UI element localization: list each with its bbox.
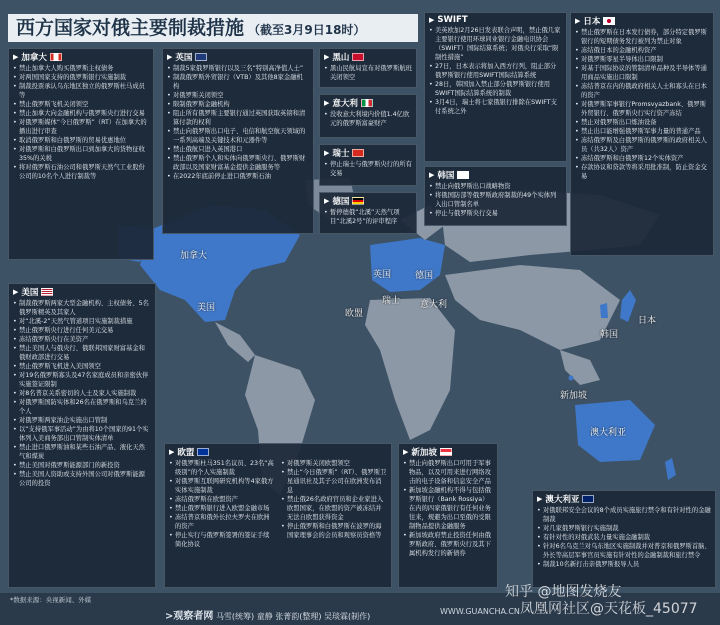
list-item: • 对俄罗斯零星半导体出口限制 xyxy=(575,55,709,64)
label-eu: 欧盟 xyxy=(345,309,364,319)
list-item: • 限制俄罗斯金融机构 xyxy=(167,100,309,109)
list-item: • 针对6名乌克兰对乌东地区实施制裁并对普京和俄罗斯首脑、外长等高层军事官员实施有针对性的金融制裁和旅行禁令 xyxy=(537,542,711,560)
list-item: • 黑山民航局宣布对俄罗斯航班关闭领空 xyxy=(324,64,412,82)
credits xyxy=(165,607,370,622)
heading-swift: SWIFT xyxy=(437,15,468,25)
page-title xyxy=(8,14,418,42)
list-item: • 对基于国际协议的管制清单品种及半导体等通用商品实施出口限制 xyxy=(575,64,709,82)
label-uk: 英国 xyxy=(373,270,392,280)
watermark: 知乎 @地图发烧友 xyxy=(505,584,622,600)
list-item: • 禁止向俄罗斯出口可用于军事物品，以及可用来进行网络攻击的电子设备和信息安全产品 xyxy=(403,459,493,486)
list-item: • 停止俄罗斯和白俄罗斯在波罗的海国家理事会的会员和观察员资格等 xyxy=(281,522,387,540)
list-item: • 以“支持俄军事活动”为由将10个国家的91个实体列入美商务部出口管制实体清单 xyxy=(13,425,151,443)
list-item: • 制裁5家俄罗斯银行以及三名“特别高净值人士” xyxy=(167,64,309,73)
heading-canada: 加拿大 xyxy=(21,53,47,63)
label-swiss: 瑞士 xyxy=(382,296,401,306)
panel-eu: ▶ 欧盟 • 对俄罗斯杜马351名议员、23名“高级别”的个人实施制裁 • 对俄罗斯互联网研究机构等4家俄方实体实施制裁 • 冻结俄罗斯在欧盟资产 • 禁止俄罗斯银行进入欧盟金融市场 • 冻结普京和俄外长拉夫罗夫在欧洲的资产 • 停止实行与俄罗斯签署的签证手续简化协议 • 对俄罗斯关闭欧盟领空 • 禁止“今日俄罗斯”（RT）、俄罗斯卫星通讯社及其子公司在欧洲发布消息 • 禁止俄26名政府官员和企业家进入欧盟国家，在欧盟的资产被冻结并无法自欧盟获得资金 • 停止俄罗斯和白俄罗斯在波罗的海国家理事会的会员和观察员资格等 xyxy=(164,443,392,588)
list-item: • 将对俄罗斯石油公司和俄罗斯天然气工业股份公司的10名个人进行制裁等 xyxy=(13,163,149,181)
list-item: • 禁止俄罗斯银行进入欧盟金融市场 xyxy=(169,504,275,513)
canada-flag-icon xyxy=(50,53,62,61)
credits-prefix: >观察者网 xyxy=(165,611,214,622)
heading-uk: 英国 xyxy=(175,53,193,63)
panel-australia: ▶ 澳大利亚 • 对俄联邦安全会议的8个成员实施旅行禁令和有针对性的金融制裁 • 对几家俄罗斯银行实施制裁 • 有针对性的对俄武装力量实施金融制裁 • 针对6名乌克兰对乌东地区实施制裁并对普京和俄罗斯首脑、外长等高层军事官员实施有针对性的金融制裁和旅行禁令 • 制裁10名新打击亲俄罗斯报导人员 xyxy=(532,490,716,588)
singapore-dot xyxy=(569,376,574,381)
list-item: • 对“北溪-2”天然气管道项目实施制裁措施 xyxy=(13,317,151,326)
panel-italy: ▶ 意大利 • 没收意大利境内价值1.4亿欧元的俄罗斯富豪财产 xyxy=(319,94,417,138)
list-item: • 制裁俄罗斯两家大型金融机构、主权债务、5名俄罗斯精英及其家人 xyxy=(13,299,151,317)
list-item: • 禁止向俄罗斯出口战略物资 xyxy=(429,182,562,191)
heading-swiss: 瑞士 xyxy=(332,149,350,159)
list-item: • 3月4日，瑞士将七家俄银行排除在SWIFT支付系统之外 xyxy=(429,98,562,116)
heading-singapore: 新加坡 xyxy=(411,448,437,458)
label-australia: 澳大利亚 xyxy=(590,428,627,438)
list-item: • 对几家俄罗斯银行实施制裁 xyxy=(537,524,711,533)
list-item: • 制裁俄罗斯外贸银行（VTB）及其他8家金融机构 xyxy=(167,73,309,91)
list-item: • 28日，韩国加入禁止部分俄罗斯银行使用SWIFT国际结算系统的制裁 xyxy=(429,80,562,98)
list-item: • 制裁10名新打击亲俄罗斯报导人员 xyxy=(537,560,711,569)
panel-germany: ▶ 德国 • 暂停德俄“北溪”天然气项目“北溪2号”的评审程序 xyxy=(319,192,417,234)
list-item: • 禁止出口能增强俄罗斯军事力量的普通产品 xyxy=(575,127,709,136)
label-canada: 加拿大 xyxy=(180,251,208,261)
germany-flag-icon xyxy=(352,197,364,205)
list-item: • 对19名俄罗斯寡头及47名家庭成员和亲密伙伴实施签证限制 xyxy=(13,371,151,389)
list-item: • 禁止俄罗斯央行进行任何美元交易 xyxy=(13,326,151,335)
italy-flag-icon xyxy=(361,99,373,107)
panel-japan: ▶ 日本 • 禁止俄罗斯在日本发行债券，部分特定俄罗斯银行的短期债务发行被列为禁止对象 • 冻结俄日本的金融机构资产 • 对俄罗斯零星半导体出口限制 • 对基于国际协议的管制清单品种及半导体等通用商品实施出口限制 • 冻结普京在内的俄政府相关人士和寡头在日本的资产 • 对俄罗斯军事银行Promsvyazbank、俄罗斯外贸银行、俄罗斯央行实行资产冻结 • 禁止对俄罗斯出口炼油设备 • 禁止出口能增强俄罗斯军事力量的普通产品 • 冻结俄罗斯及白俄罗斯的俄罗斯的政府相关人员（共32人）资产 • 冻结俄罗斯和白俄罗斯12个实体资产 • 存款协议和贷款等将采用批准制，防止资金交易 xyxy=(570,12,714,256)
japan-flag-icon xyxy=(603,17,615,25)
heading-usa: 美国 xyxy=(21,288,39,298)
list-item: • 制裁投票承认乌东地区独立的俄罗斯杜马成员等 xyxy=(13,82,149,100)
list-item: • 对俄罗斯杜马351名议员、23名“高级别”的个人实施制裁 xyxy=(169,459,275,477)
list-item: • 冻结普京在内的俄政府相关人士和寡头在日本的资产 xyxy=(575,82,709,100)
list-item: • 存款协议和贷款等将采用批准制，防止资金交易 xyxy=(575,163,709,181)
korea-flag-icon xyxy=(457,171,469,179)
list-item: • 对两国国家支持的俄罗斯银行实施制裁 xyxy=(13,73,149,82)
list-item: • 冻结普京和俄外长拉夫罗夫在欧洲的资产 xyxy=(169,513,275,531)
label-japan: 日本 xyxy=(638,316,657,326)
list-item: • 禁止美国对俄罗斯能源部门的新投资 xyxy=(13,461,151,470)
montenegro-flag-icon xyxy=(352,53,364,61)
heading-italy: 意大利 xyxy=(332,99,358,109)
list-korea xyxy=(429,182,562,218)
list-item: • 禁止“今日俄罗斯”（RT）、俄罗斯卫星通讯社及其子公司在欧洲发布消息 xyxy=(281,468,387,495)
list-item: • 禁止向俄罗斯出口电子、电信和航空航天领域的一系列高端及关键技术和元器件等 xyxy=(167,127,309,145)
list-item: • 暂停德俄“北溪”天然气项目“北溪2号”的评审程序 xyxy=(324,208,412,226)
list-montenegro xyxy=(324,64,412,82)
list-item: • 对俄联邦安全会议的8个成员实施旅行禁令和有针对性的金融制裁 xyxy=(537,506,711,524)
list-item: • 禁止俄航只进入英国港口 xyxy=(167,145,309,154)
panel-korea: ▶ 韩国 • 禁止向俄罗斯出口战略物资 • 将俄国防部等俄罗斯政府制裁的49个实体列入出口管制名单 • 停止与俄罗斯央行交易 xyxy=(424,166,567,226)
label-usa: 美国 xyxy=(197,303,216,313)
list-usa xyxy=(13,299,151,488)
list-item: • 新加坡金融机构不得与包括俄罗斯银行（Bank Rossiya）在内的四家俄银行有任何业务往来，规避为出口至俄的受限制物品提供金融服务 xyxy=(403,486,493,531)
heading-germany: 德国 xyxy=(332,197,350,207)
panel-swiss: ▶ 瑞士 • 停止瑞士与俄罗斯央行的所有交易 xyxy=(319,144,417,186)
list-canada xyxy=(13,64,149,181)
australia-flag-icon xyxy=(582,495,594,503)
heading-montenegro: 黑山 xyxy=(332,53,350,63)
list-item: • 对俄罗斯和白俄罗斯出口到加拿大的货物征收35%的关税 xyxy=(13,145,149,163)
title-text: 西方国家对俄主要制裁措施 xyxy=(16,17,245,39)
label-germany: 德国 xyxy=(415,271,434,281)
uk-flag-icon xyxy=(195,53,207,61)
list-item: • 禁止俄罗斯在日本发行债券，部分特定俄罗斯银行的短期债务发行被列为禁止对象 xyxy=(575,28,709,46)
usa-flag-icon xyxy=(41,288,53,296)
panel-uk: ▶ 英国 • 制裁5家俄罗斯银行以及三名“特别高净值人士” • 制裁俄罗斯外贸银行（VTB）及其他8家金融机构 • 对俄罗斯关闭领空 • 限制俄罗斯金融机构 • 阻止所有俄罗斯主要银行通过英国获取英镑和清算付款的权利 • 禁止向俄罗斯出口电子、电信和航空航天领域的一系列高端及关键技术和元器件等 • 禁止俄航只进入英国港口 • 禁止俄罗斯个人和实体向俄罗斯央行、俄罗斯财政部以及国家财富基金提供金融服务等 • 在2022年底前停止进口俄罗斯石油 xyxy=(162,48,314,234)
list-item: • 对俄罗斯两家油企实施出口管制 xyxy=(13,416,151,425)
panel-singapore: ▶ 新加坡 • 禁止向俄罗斯出口可用于军事物品，以及可用来进行网络攻击的电子设备和信息安全产品 • 新加坡金融机构不得与包括俄罗斯银行（Bank Rossiya）在内的四家俄银行有任何业务往来，规避为出口至俄的受限制物品提供金融服务 • 新加坡政府禁止投资任何由俄罗斯政府、俄罗斯央行及其下属机构发行的新债券 xyxy=(398,443,498,588)
panel-canada: ▶ 加拿大 • 禁止加拿大人购买俄罗斯主权债务 • 对两国国家支持的俄罗斯银行实施制裁 • 制裁投票承认乌东地区独立的俄罗斯杜马成员等 • 禁止俄罗斯飞机关闭领空 • 禁止加拿大向金融机构与俄罗斯央行进行交易 • 对俄罗斯媒体“今日俄罗斯”（RT）在加拿大的播出进行审查 • 取消俄罗斯和白俄罗斯的贸易优惠地位 • 对俄罗斯和白俄罗斯出口到加拿大的货物征收35%的关税 • 将对俄罗斯石油公司和俄罗斯天然气工业股份公司的10名个人进行制裁等 xyxy=(8,48,154,260)
list-item: • 27日，日本表示将加入西方行列，阻止部分俄罗斯银行使用SWIFT国际结算系统 xyxy=(429,62,562,80)
list-item: • 禁止对俄罗斯出口炼油设备 xyxy=(575,118,709,127)
list-item: • 禁止俄罗斯飞机进入美国领空 xyxy=(13,362,151,371)
heading-japan: 日本 xyxy=(583,17,601,27)
list-australia xyxy=(537,506,711,569)
list-germany xyxy=(324,208,412,226)
list-item: • 对俄罗斯互联网研究机构等4家俄方实体实施制裁 xyxy=(169,477,275,495)
list-item: • 对俄罗斯关闭领空 xyxy=(167,91,309,100)
label-singapore: 新加坡 xyxy=(560,391,588,401)
heading-australia: 澳大利亚 xyxy=(545,495,580,505)
list-swift xyxy=(429,26,562,116)
heading-eu: 欧盟 xyxy=(177,448,195,458)
korea-land xyxy=(600,303,608,318)
list-item: • 停止实行与俄罗斯签署的签证手续简化协议 xyxy=(169,531,275,549)
panel-usa: ▶ 美国 • 制裁俄罗斯两家大型金融机构、主权债务、5名俄罗斯精英及其家人 • 对“北溪-2”天然气管道项目实施制裁措施 • 禁止俄罗斯央行进行任何美元交易 • 冻结俄罗斯央行在美资产 • 禁止美国人与俄央行、俄联邦国家财富基金和俄财政部进行交易 • 禁止俄罗斯飞机进入美国领空 • 对19名俄罗斯寡头及47名家庭成员和亲密伙伴实施签证限制 • 对8名普京关系密切的人士及家人实施制裁 • 对俄罗斯国防实体和26名在俄罗斯和乌克兰的个人 • 对俄罗斯两家油企实施出口管制 • 以“支持俄军事活动”为由将10个国家的91个实体列入美商务部出口管制实体清单 • 禁止进口俄罗斯油和某些石油产品、液化天然气和煤炭 • 禁止美国对俄罗斯能源部门的新投资 • 禁止美国人资助或支持外国公司对俄罗斯能源公司的投资 xyxy=(8,283,156,588)
list-item: • 禁止俄罗斯飞机关闭领空 xyxy=(13,100,149,109)
source-note: *数据来源：央视新闻、外媒 xyxy=(10,596,92,604)
list-uk xyxy=(167,64,309,181)
list-item: • 在2022年底前停止进口俄罗斯石油 xyxy=(167,172,309,181)
list-item: • 将俄国防部等俄罗斯政府制裁的49个实体列入出口管制名单 xyxy=(429,191,562,209)
list-item: • 禁止俄罗斯个人和实体向俄罗斯央行、俄罗斯财政部以及国家财富基金提供金融服务等 xyxy=(167,154,309,172)
watermark-secondary: 凤凰网社区@天花板_45077 xyxy=(520,601,698,617)
list-item: • 停止与俄罗斯央行交易 xyxy=(429,209,562,218)
site-url: WWW.GUANCHA.CN xyxy=(440,607,520,616)
list-item: • 冻结俄罗斯在欧盟资产 xyxy=(169,495,275,504)
label-italy-map: 意大利 xyxy=(420,300,448,310)
list-item: • 对俄罗斯关闭欧盟领空 xyxy=(281,459,387,468)
swiss-flag-icon xyxy=(352,149,364,157)
list-item: • 禁止进口俄罗斯油和某些石油产品、液化天然气和煤炭 xyxy=(13,443,151,461)
list-item: • 新加坡政府禁止投资任何由俄罗斯政府、俄罗斯央行及其下属机构发行的新债券 xyxy=(403,531,493,558)
list-item: • 没收意大利境内价值1.4亿欧元的俄罗斯富豪财产 xyxy=(324,110,412,128)
heading-korea: 韩国 xyxy=(437,171,455,181)
list-swiss xyxy=(324,160,412,178)
list-item: • 禁止加拿大向金融机构与俄罗斯央行进行交易 xyxy=(13,109,149,118)
list-item: • 冻结俄日本的金融机构资产 xyxy=(575,46,709,55)
list-italy xyxy=(324,110,412,128)
list-singapore xyxy=(403,459,493,558)
list-item: • 有针对性的对俄武装力量实施金融制裁 xyxy=(537,533,711,542)
credits-names: 马雪(统筹) 童静 张菁韵(整理) 吴琰霖(制作) xyxy=(215,612,371,621)
panel-montenegro: ▶ 黑山 • 黑山民航局宣布对俄罗斯航班关闭领空 xyxy=(319,48,417,88)
list-item: • 冻结俄罗斯及白俄罗斯的俄罗斯的政府相关人员（共32人）资产 xyxy=(575,136,709,154)
list-japan xyxy=(575,28,709,181)
list-item: • 停止瑞士与俄罗斯央行的所有交易 xyxy=(324,160,412,178)
list-eu xyxy=(169,459,387,549)
list-item: • 冻结俄罗斯和白俄罗斯12个实体资产 xyxy=(575,154,709,163)
list-item: • 对俄罗斯国防实体和26名在俄罗斯和乌克兰的个人 xyxy=(13,398,151,416)
eu-flag-icon xyxy=(197,448,209,456)
list-item: • 取消俄罗斯和白俄罗斯的贸易优惠地位 xyxy=(13,136,149,145)
list-item: • 冻结俄罗斯央行在美资产 xyxy=(13,335,151,344)
list-item: • 禁止美国人与俄央行、俄联邦国家财富基金和俄财政部进行交易 xyxy=(13,344,151,362)
title-date: （截至3月9日18时） xyxy=(248,23,366,37)
list-item: • 阻止所有俄罗斯主要银行通过英国获取英镑和清算付款的权利 xyxy=(167,109,309,127)
list-item: • 禁止俄26名政府官员和企业家进入欧盟国家，在欧盟的资产被冻结并无法自欧盟获得资金 xyxy=(281,495,387,522)
list-item: • 禁止加拿大人购买俄罗斯主权债务 xyxy=(13,64,149,73)
list-item: • 对俄罗斯军事银行Promsvyazbank、俄罗斯外贸银行、俄罗斯央行实行资产冻结 xyxy=(575,100,709,118)
list-item: • 禁止美国人资助或支持外国公司对俄罗斯能源公司的投资 xyxy=(13,470,151,488)
list-item: • 对俄罗斯媒体“今日俄罗斯”（RT）在加拿大的播出进行审查 xyxy=(13,118,149,136)
singapore-flag-icon xyxy=(440,448,452,456)
label-korea: 韩国 xyxy=(600,330,619,340)
panel-swift: ▶ SWIFT • 美英欧加2月26日发表联合声明，禁止俄几家主要银行使用环球同业银行金融电讯协会（SWIFT）国际结算系统；对俄央行采取“限制性措施” • 27日，日本表示将加入西方行列，阻止部分俄罗斯银行使用SWIFT国际结算系统 • 28日，韩国加入禁止部分俄罗斯银行使用SWIFT国际结算系统的制裁 • 3月4日，瑞士将七家俄银行排除在SWIFT支付系统之外 xyxy=(424,12,567,162)
list-item: • 对8名普京关系密切的人士及家人实施制裁 xyxy=(13,389,151,398)
list-item: • 美英欧加2月26日发表联合声明，禁止俄几家主要银行使用环球同业银行金融电讯协会（SWIFT）国际结算系统；对俄央行采取“限制性措施” xyxy=(429,26,562,62)
